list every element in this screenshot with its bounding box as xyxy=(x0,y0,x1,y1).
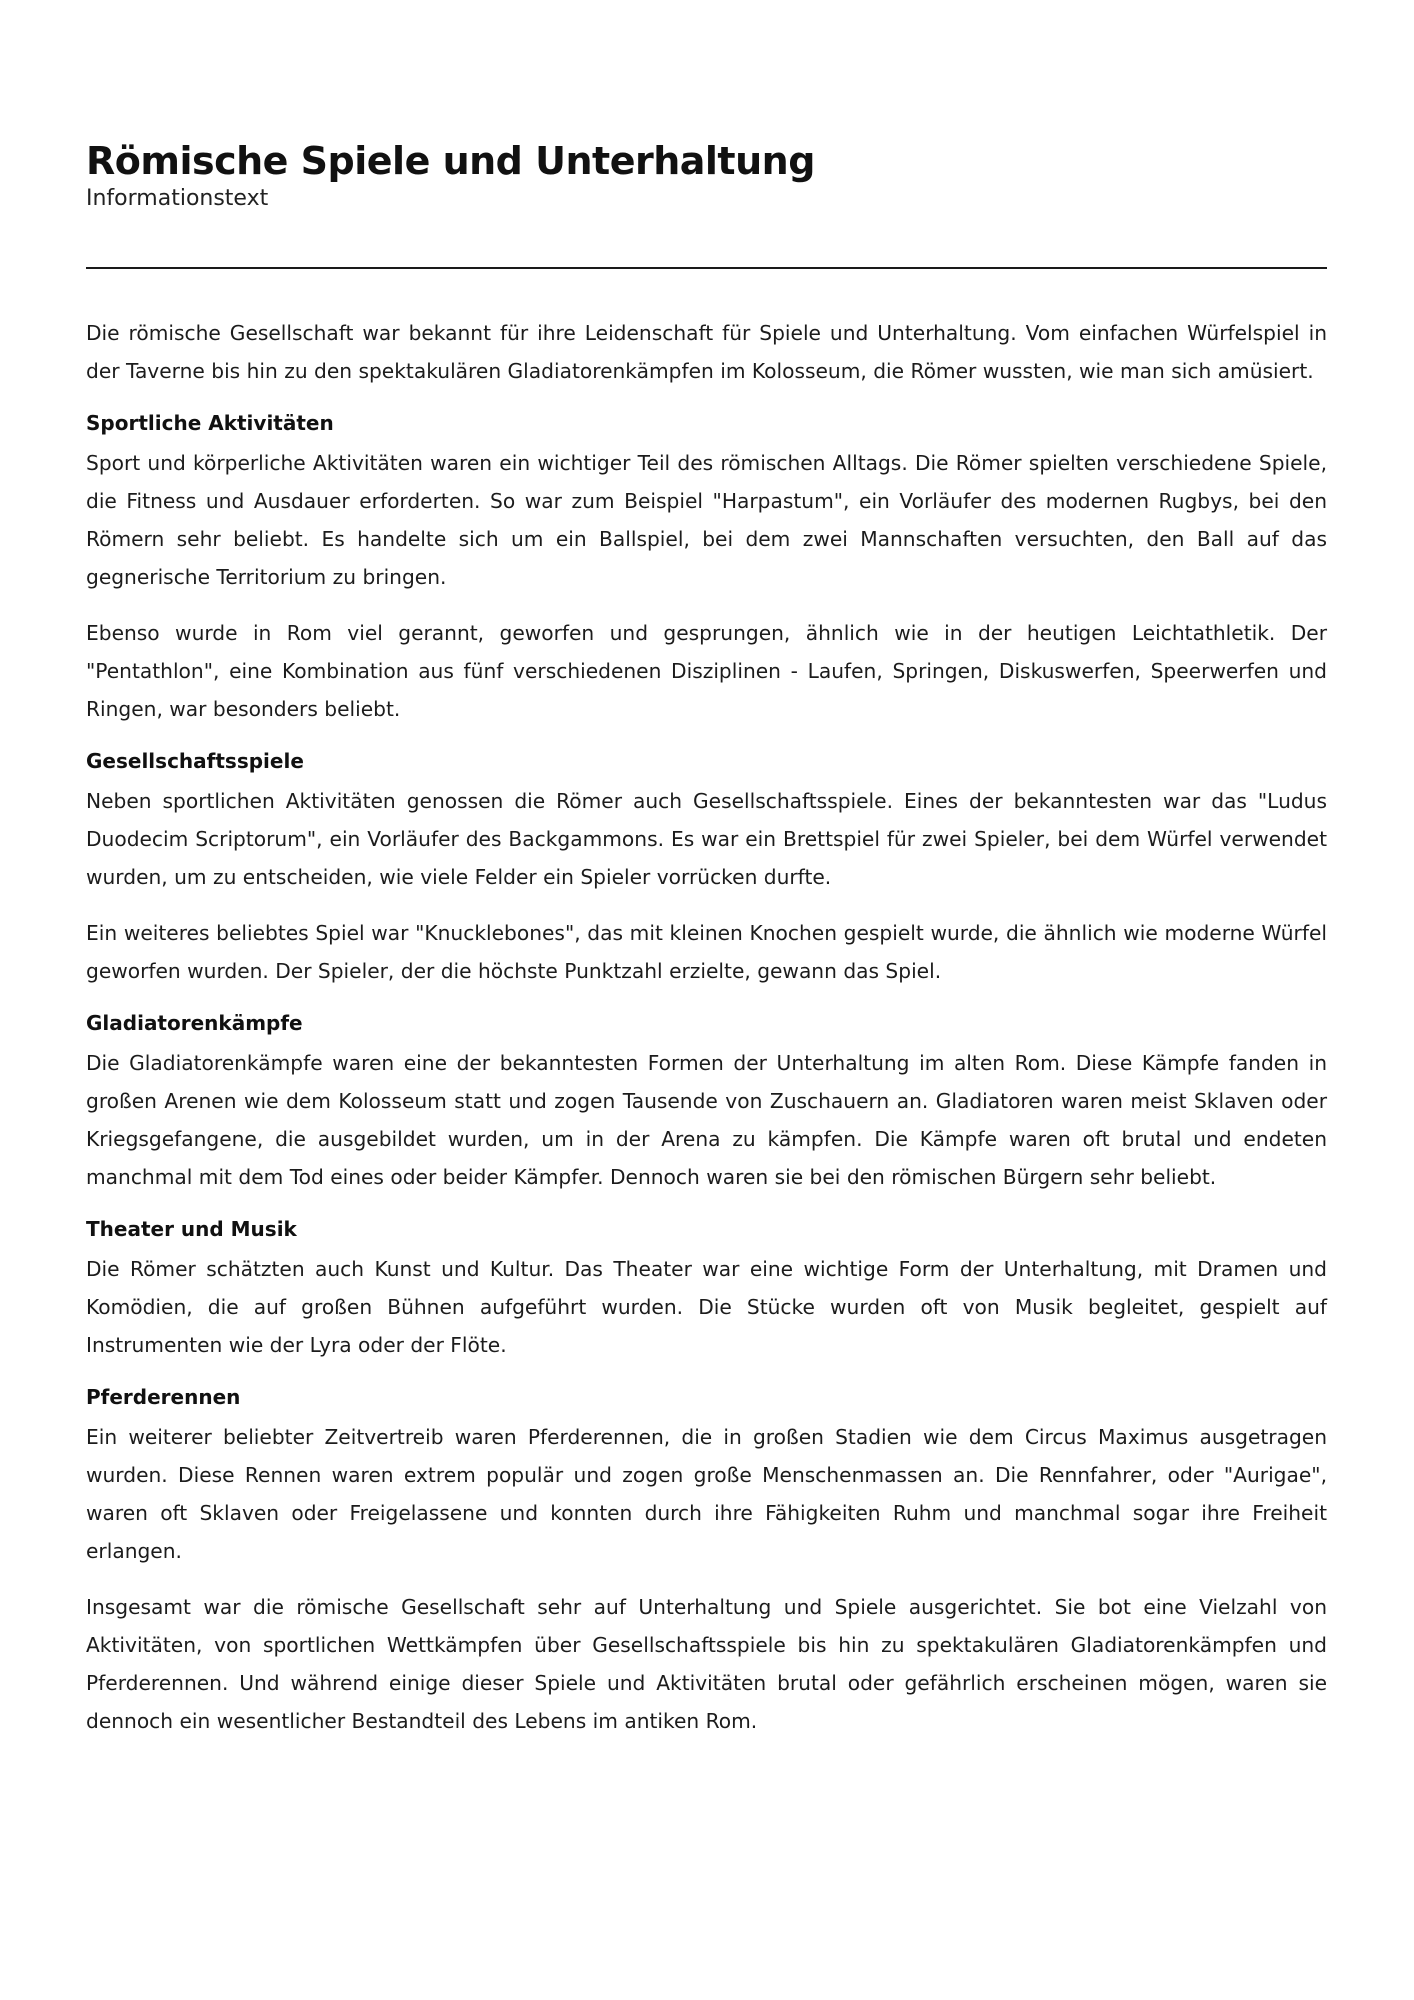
title-divider xyxy=(86,267,1327,269)
section-paragraph: Die Römer schätzten auch Kunst und Kultur. Das Theater war eine wichtige Form der Unterhaltung, mit Dramen und Komödien, die auf großen Bühnen aufgeführt wurden. Die Stücke wurden oft von Musik begleitet, gespielt auf Instrumenten wie der Lyra oder der Flöte. xyxy=(86,1257,1327,1357)
section-gladiators xyxy=(86,1008,1327,1196)
section-horse-racing xyxy=(86,1382,1327,1740)
section-heading: Pferderennen xyxy=(86,1385,241,1409)
section-paragraph: Neben sportlichen Aktivitäten genossen die Römer auch Gesellschaftsspiele. Eines der bekanntesten war das "Ludus Duodecim Scriptorum", ein Vorläufer des Backgammons. Es war ein Brettspiel für zwei Spieler, bei dem Würfel verwendet wurden, um zu entscheiden, wie viele Felder ein Spieler vorrücken durfte. xyxy=(86,789,1327,889)
document-subtitle: Informationstext xyxy=(86,186,269,211)
document-title: Römische Spiele und Unterhaltung xyxy=(86,139,815,183)
section-paragraph: Die Gladiatorenkämpfe waren eine der bekanntesten Formen der Unterhaltung im alten Rom. Diese Kämpfe fanden in großen Arenen wie dem Kolosseum statt und zogen Tausende von Zuschauern an. Gladiatoren waren meist Sklaven oder Kriegsgefangene, die ausgebildet wurden, um in der Arena zu kämpfen. Die Kämpfe waren oft brutal und endeten manchmal mit dem Tod eines oder beider Kämpfer. Dennoch waren sie bei den römischen Bürgern sehr beliebt. xyxy=(86,1051,1327,1189)
document-body xyxy=(86,314,1327,1758)
section-paragraph: Ein weiterer beliebter Zeitvertreib waren Pferderennen, die in großen Stadien wie dem Circus Maximus ausgetragen wurden. Diese Rennen waren extrem populär und zogen große Menschenmassen an. Die Rennfahrer, oder "Aurigae", waren oft Sklaven oder Freigelassene und konnten durch ihre Fähigkeiten Ruhm und manchmal sogar ihre Freiheit erlangen. xyxy=(86,1425,1327,1563)
section-board-games xyxy=(86,746,1327,990)
section-sport xyxy=(86,408,1327,728)
section-theater-music xyxy=(86,1214,1327,1364)
section-heading: Sportliche Aktivitäten xyxy=(86,411,334,435)
section-heading: Gladiatorenkämpfe xyxy=(86,1011,303,1035)
section-paragraph: Ein weiteres beliebtes Spiel war "Knucklebones", das mit kleinen Knochen gespielt wurde, die ähnlich wie moderne Würfel geworfen wurden. Der Spieler, der die höchste Punktzahl erzielte, gewann das Spiel. xyxy=(86,921,1327,983)
intro-paragraph: Die römische Gesellschaft war bekannt für ihre Leidenschaft für Spiele und Unterhaltung. Vom einfachen Würfelspiel in der Taverne bis hin zu den spektakulären Gladiatorenkämpfen im Kolosseum, die Römer wussten, wie man sich amüsiert. xyxy=(86,321,1327,383)
section-paragraph: Ebenso wurde in Rom viel gerannt, geworfen und gesprungen, ähnlich wie in der heutigen Leichtathletik. Der "Pentathlon", eine Kombination aus fünf verschiedenen Disziplinen - Laufen, Springen, Diskuswerfen, Speerwerfen und Ringen, war besonders beliebt. xyxy=(86,621,1327,721)
document-page xyxy=(86,138,1327,1733)
section-paragraph: Insgesamt war die römische Gesellschaft sehr auf Unterhaltung und Spiele ausgerichtet. Sie bot eine Vielzahl von Aktivitäten, von sportlichen Wettkämpfen über Gesellschaftsspiele bis hin zu spektakulären Gladiatorenkämpfen und Pferderennen. Und während einige dieser Spiele und Aktivitäten brutal oder gefährlich erscheinen mögen, waren sie dennoch ein wesentlicher Bestandteil des Lebens im antiken Rom. xyxy=(86,1595,1327,1733)
section-paragraph: Sport und körperliche Aktivitäten waren ein wichtiger Teil des römischen Alltags. Die Römer spielten verschiedene Spiele, die Fitness und Ausdauer erforderten. So war zum Beispiel "Harpastum", ein Vorläufer des modernen Rugbys, bei den Römern sehr beliebt. Es handelte sich um ein Ballspiel, bei dem zwei Mannschaften versuchten, den Ball auf das gegnerische Territorium zu bringen. xyxy=(86,451,1327,589)
section-heading: Gesellschaftsspiele xyxy=(86,749,304,773)
section-heading: Theater und Musik xyxy=(86,1217,297,1241)
